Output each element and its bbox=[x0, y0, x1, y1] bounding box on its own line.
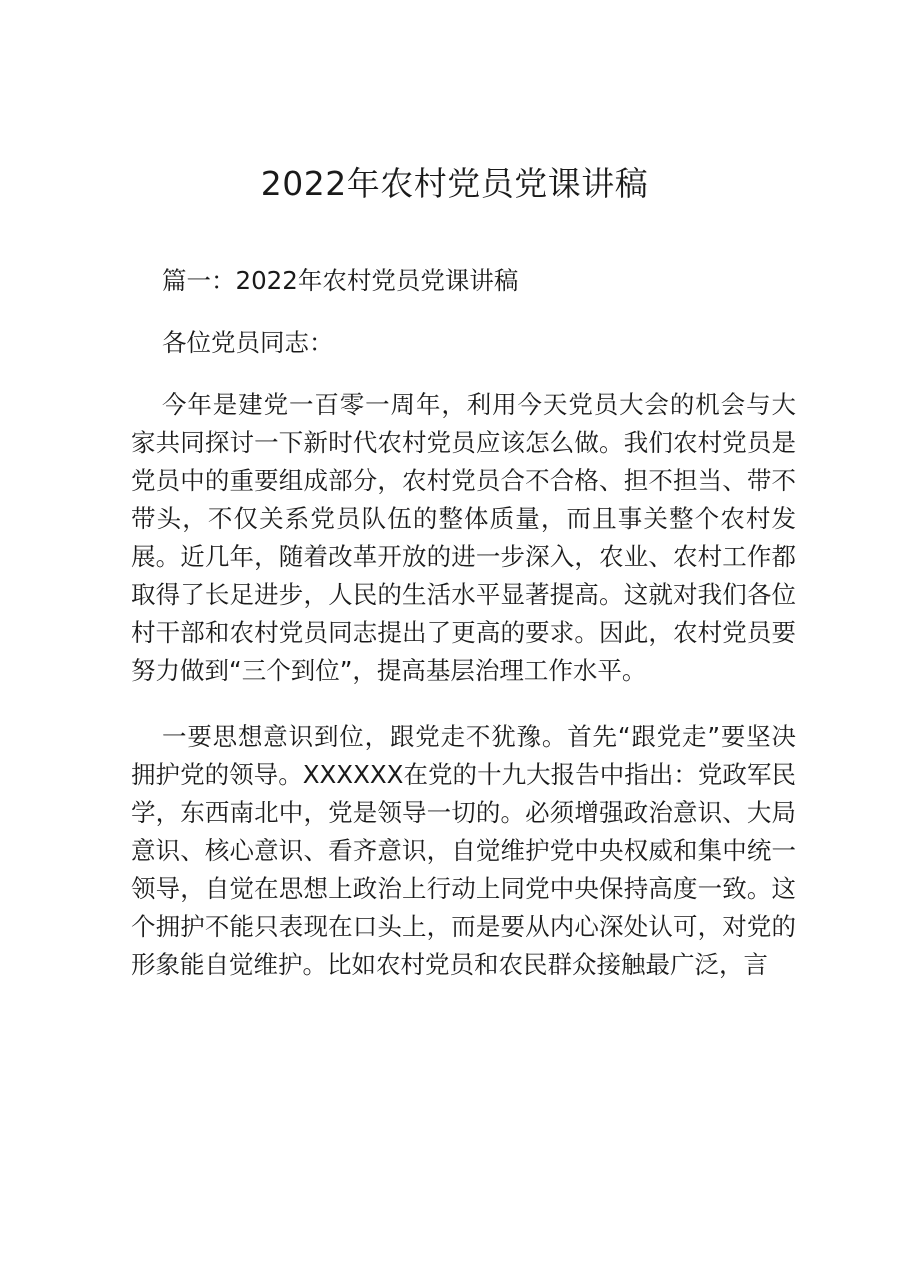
body-paragraph: 一要思想意识到位，跟党走不犹豫。首先“跟党走”要坚决拥护党的领导。XXXXXX在党的十九大报告中指出：党政军民学，东西南北中，党是领导一切的。必须增强政治意识、大局意识、核心意识、看齐意识，自觉维护党中央权威和集中统一领导，自觉在思想上政治上行动上同党中央保持高度一致。这个拥护不能只表现在口头上，而是要从内心深处认可，对党的形象能自觉维护。比如农村党员和农民群众接触最广泛，言 bbox=[131, 722, 796, 979]
body-paragraph: 今年是建党一百零一周年，利用今天党员大会的机会与大家共同探讨一下新时代农村党员应该怎么做。我们农村党员是党员中的重要组成部分，农村党员合不合格、担不担当、带不带头，不仅关系党员队伍的整体质量，而且事关整个农村发展。近几年，随着改革开放的进一步深入，农业、农村工作都取得了长足进步，人民的生活水平显著提高。这就对我们各位村干部和农村党员同志提出了更高的要求。因此，农村党员要努力做到“三个到位”，提高基层治理工作水平。 bbox=[131, 390, 796, 685]
document-title: 2022年农村党员党课讲稿 bbox=[260, 164, 649, 203]
document-body bbox=[131, 262, 796, 1012]
section-heading: 篇一：2022年农村党员党课讲稿 bbox=[162, 266, 519, 295]
salutation: 各位党员同志： bbox=[162, 328, 334, 357]
